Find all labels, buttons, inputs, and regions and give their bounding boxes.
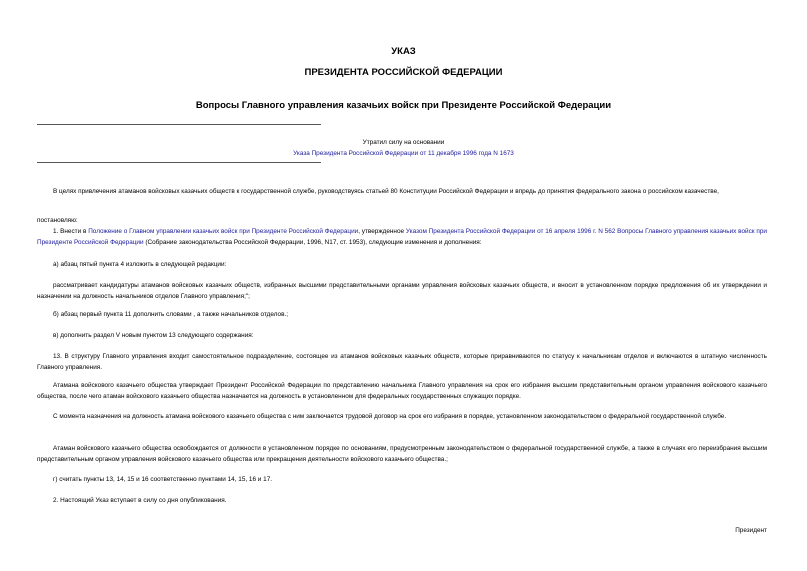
issuer-title: ПРЕЗИДЕНТА РОССИЙСКОЙ ФЕДЕРАЦИИ xyxy=(304,67,503,78)
doc-type-title: УКАЗ xyxy=(391,46,416,57)
item-1-mid: , утвержденное xyxy=(358,228,406,235)
divider-bottom xyxy=(37,162,321,163)
lost-force-note: Утратил силу на основании xyxy=(362,139,445,146)
item-1-end: (Собрание законодательства Российской Федерации, 1996, N17, ст. 1953), следующие изменения и дополнения: xyxy=(143,239,482,246)
divider-top xyxy=(37,124,321,125)
amended-text-paragraph: рассматривает кандидатуры атаманов войсковых казачьих обществ, избранных высшими представительными органами управления войсковых казачьих обществ, и вносит в установленном порядке предложения об их утверждении и назначении на должность начальников отделов Главного управления;"; xyxy=(37,282,767,300)
lost-force-link[interactable]: Указа Президента Российской Федерации от 11 декабря 1996 года N 1673 xyxy=(293,150,514,157)
preamble-paragraph: В целях привлечения атаманов войсковых казачьих обществ к государственной службе, руководствуясь статьей 80 Конституции Российской Федерации и впредь до принятия федерального закона о российском казачестве, xyxy=(53,188,719,195)
employment-contract-paragraph: С момента назначения на должность атамана войскового казачьего общества с ним заключается трудовой договор на срок его избрания в порядке, установленном законодательством о федеральной государственной службе. xyxy=(53,413,727,420)
new-item-13-paragraph: 13. В структуру Главного управления входит самостоятельное подразделение, состоящее из атаманов войсковых казачьих обществ, которые приравниваются по статусу к начальникам отделов и включаются в штатную численность Главного управления. xyxy=(37,353,767,371)
item-2-paragraph: 2. Настоящий Указ вступает в силу со дня опубликования. xyxy=(53,497,227,504)
subitem-d-paragraph: г) считать пункты 13, 14, 15 и 16 соответственно пунктами 14, 15, 16 и 17. xyxy=(53,476,273,483)
signature-label: Президент xyxy=(735,527,767,534)
item-1-paragraph xyxy=(37,226,767,248)
decree-562-link[interactable]: Указом Президента Российской Федерации от 16 апреля 1996 г. N 562 Вопросы Главного управления казачьих войск при Президенте Российской Федерации xyxy=(37,228,767,246)
subitem-b-paragraph: б) абзац первый пункта 11 дополнить словами , а также начальников отделов.; xyxy=(53,311,289,318)
decree-word: постановляю: xyxy=(37,217,78,224)
document-title: Вопросы Главного управления казачьих войск при Президенте Российской Федерации xyxy=(195,100,612,111)
ataman-approval-paragraph: Атамана войскового казачьего общества утверждает Президент Российской Федерации по представлению начальника Главного управления на срок его избрания высшим представительным органом управления войскового казачьего общества, после чего атаман войскового казачьего общества назначается на должность в установленном для федеральных государственных служащих порядке. xyxy=(37,382,767,400)
regulation-link[interactable]: Положение о Главном управлении казачьих войск при Президенте Российской Федерации xyxy=(88,228,359,235)
subitem-a-paragraph: а) абзац пятый пункта 4 изложить в следующей редакции: xyxy=(53,261,227,268)
ataman-release-paragraph: Атаман войскового казачьего общества освобождается от должности в установленном порядке по основаниям, предусмотренным законодательством о федеральной государственной службе, а также в случаях его переизбрания высшим представительным органом управления войскового казачьего общества или прекращения деятельности войскового казачьего общества.; xyxy=(37,445,767,463)
lost-force-link-line xyxy=(0,150,807,157)
item-1-start: 1. Внести в xyxy=(53,228,89,235)
subitem-c-paragraph: в) дополнить раздел V новым пунктом 13 следующего содержания: xyxy=(53,332,254,339)
